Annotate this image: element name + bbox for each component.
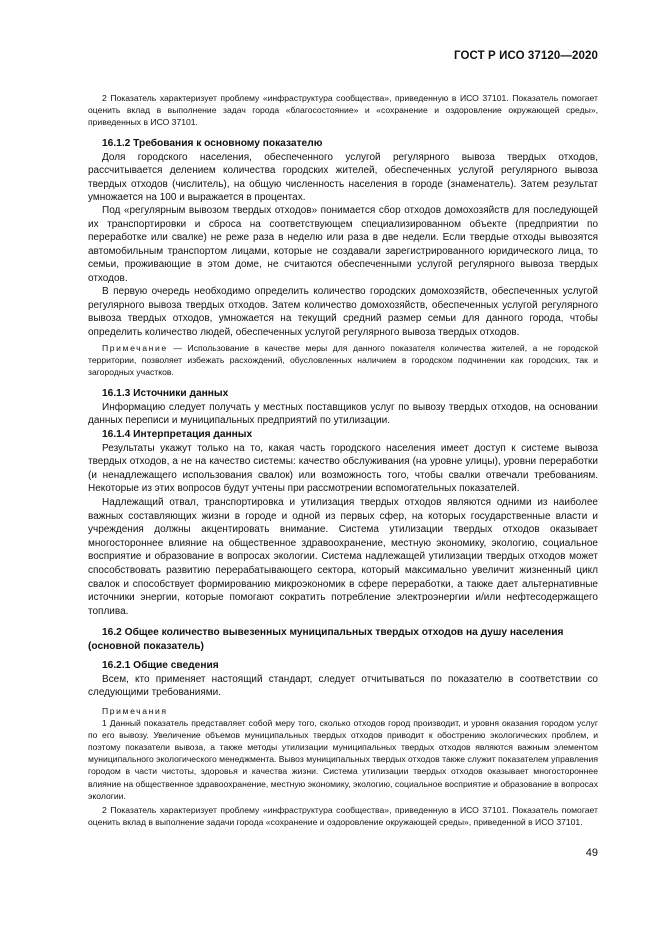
paragraph: Всем, кто применяет настоящий стандарт, следует отчитываться по показателю в соответствии со следующими требованиями. bbox=[88, 673, 598, 699]
section-heading: 16.2.1 Общие сведения bbox=[102, 660, 219, 671]
section-heading: 16.1.3 Источники данных bbox=[102, 388, 229, 399]
paragraph: Информацию следует получать у местных поставщиков услуг по вывозу твердых отходов, на основании данных переписи и муниципальных предприятий по утилизации. bbox=[88, 401, 598, 427]
paragraph: Надлежащий отвал, транспортировка и утилизация твердых отходов являются одними из наиболее важных составляющих жизни в городе и одной из первых сфер, на которых государственные власти и учреждения должны акцентировать внимание. Система утилизации твердых отходов оказывает многостороннее влияние на общественное здравоохранение, местную экономику, экологию, социальное восприятие и образование в вопросах экологии. Система надлежащей утилизации твердых отходов может способствовать развитию перерабатывающего сектора, который максимально увеличит жизненный цикл свалок и способствует формированию микроэкономик в сфере переработки, а также дает альтернативные источники энергии, которые помогают сократить потребление электроэнергии и/или нефтесодержащего топлива. bbox=[88, 497, 598, 617]
paragraph: Результаты укажут только на то, какая часть городского населения имеет доступ к системе вывоза твердых отходов, а не на качество системы: качество обслуживания (на уровне улицы), уровни переработки (и ненадлежащего использования свалок) или возможность того, чтобы свалки отвечали требованиям. Некоторые из этих вопросов будут учтены при рассмотрении вспомогательных показателей. bbox=[88, 442, 598, 495]
section-16-2-1 bbox=[88, 659, 598, 700]
notes-label: Примечания bbox=[102, 706, 168, 716]
note bbox=[88, 342, 598, 378]
paragraph: В первую очередь необходимо определить количество городских домохозяйств, обеспеченных услугой регулярного вывоза твердых отходов. Затем количество домохозяйств, обеспеченных услугой регулярного вывоза твердых отходов, умножается на текущий средний размер семьи для данного города, чтобы определить количество людей, обеспеченных услугой регулярного вывоза твердых отходов. bbox=[88, 286, 598, 338]
note-text: — Использование в качестве меры для данного показателя количества жителей, а не городской территории, позволяет избежать расхождений, обусловленных наличием в городском подчинении как городских, так и загородных участков. bbox=[88, 343, 598, 378]
note-label: Примечание bbox=[102, 343, 168, 353]
paragraph: Под «регулярным вывозом твердых отходов» понимается сбор отходов домохозяйств для последующей их транспортировки и сброса на соответствующем специализированном объекте (предприятии по переработке или свалке) не реже раза в неделю или раза в две недели. Если твердые отходы вывозятся автомобильным транспортом лицами, которые не создавали зарегистрированного юридического лица, то семьи, проживающие в этом доме, не считаются обеспеченными услугой регулярного вывоза твердых отходов. bbox=[88, 205, 598, 284]
section-heading: 16.1.4 Интерпретация данных bbox=[102, 429, 253, 440]
section-heading: 16.1.2 Требования к основному показателю bbox=[102, 138, 323, 149]
note-1: 1 Данный показатель представляет собой меру того, сколько отходов город производит, и уровня оказания городом услуг по его вывозу. Увеличение объемов муниципальных твердых отходов приводит к обострению экологических проблем, и поэтому показатели вывоза, а также методы утилизации муниципальных твердых отходов являются важным элементом муниципального экологического менеджмента. Вывоз муниципальных твердых отходов также служит показателем управления городом в части чистоты, здоровья и качества жизни. Система утилизации твердых отходов оказывает многостороннее влияние на общественное здравоохранение, местную экономику, экологию, социальное восприятие и образование в вопросах экологии. bbox=[88, 718, 598, 801]
note-2: 2 Показатель характеризует проблему «инфраструктура сообщества», приведенную в ИСО 37101. Показатель помогает оценить вклад в выполнение задачи города «сохранение и оздоровление окружающей среды», приведенной в ИСО 37101. bbox=[88, 804, 598, 827]
section-16-1-2 bbox=[88, 137, 598, 205]
section-16-2-heading: 16.2 Общее количество вывезенных муниципальных твердых отходов на душу населения (основной показатель) bbox=[88, 627, 564, 652]
notes bbox=[88, 705, 598, 828]
section-16-1-4 bbox=[88, 428, 598, 496]
top-note: 2 Показатель характеризует проблему «инфраструктура сообщества», приведенную в ИСО 37101. Показатель помогает оценить вклад в выполнение задач города «благосостояние» и «сохранение и оздоровление окружающей среды», приведенных в ИСО 37101. bbox=[88, 93, 598, 128]
standard-code: ГОСТ Р ИСО 37120—2020 bbox=[453, 50, 598, 62]
section-16-1-3 bbox=[88, 387, 598, 428]
paragraph: Доля городского населения, обеспеченного услугой регулярного вывоза твердых отходов, рассчитывается делением количества городских жителей, обеспеченных услугой регулярного вывоза твердых отходов (числитель), на общую численность населения в городе (знаменатель). Затем результат умножается на 100 и выражается в процентах. bbox=[88, 151, 598, 204]
page-number: 49 bbox=[585, 847, 598, 859]
